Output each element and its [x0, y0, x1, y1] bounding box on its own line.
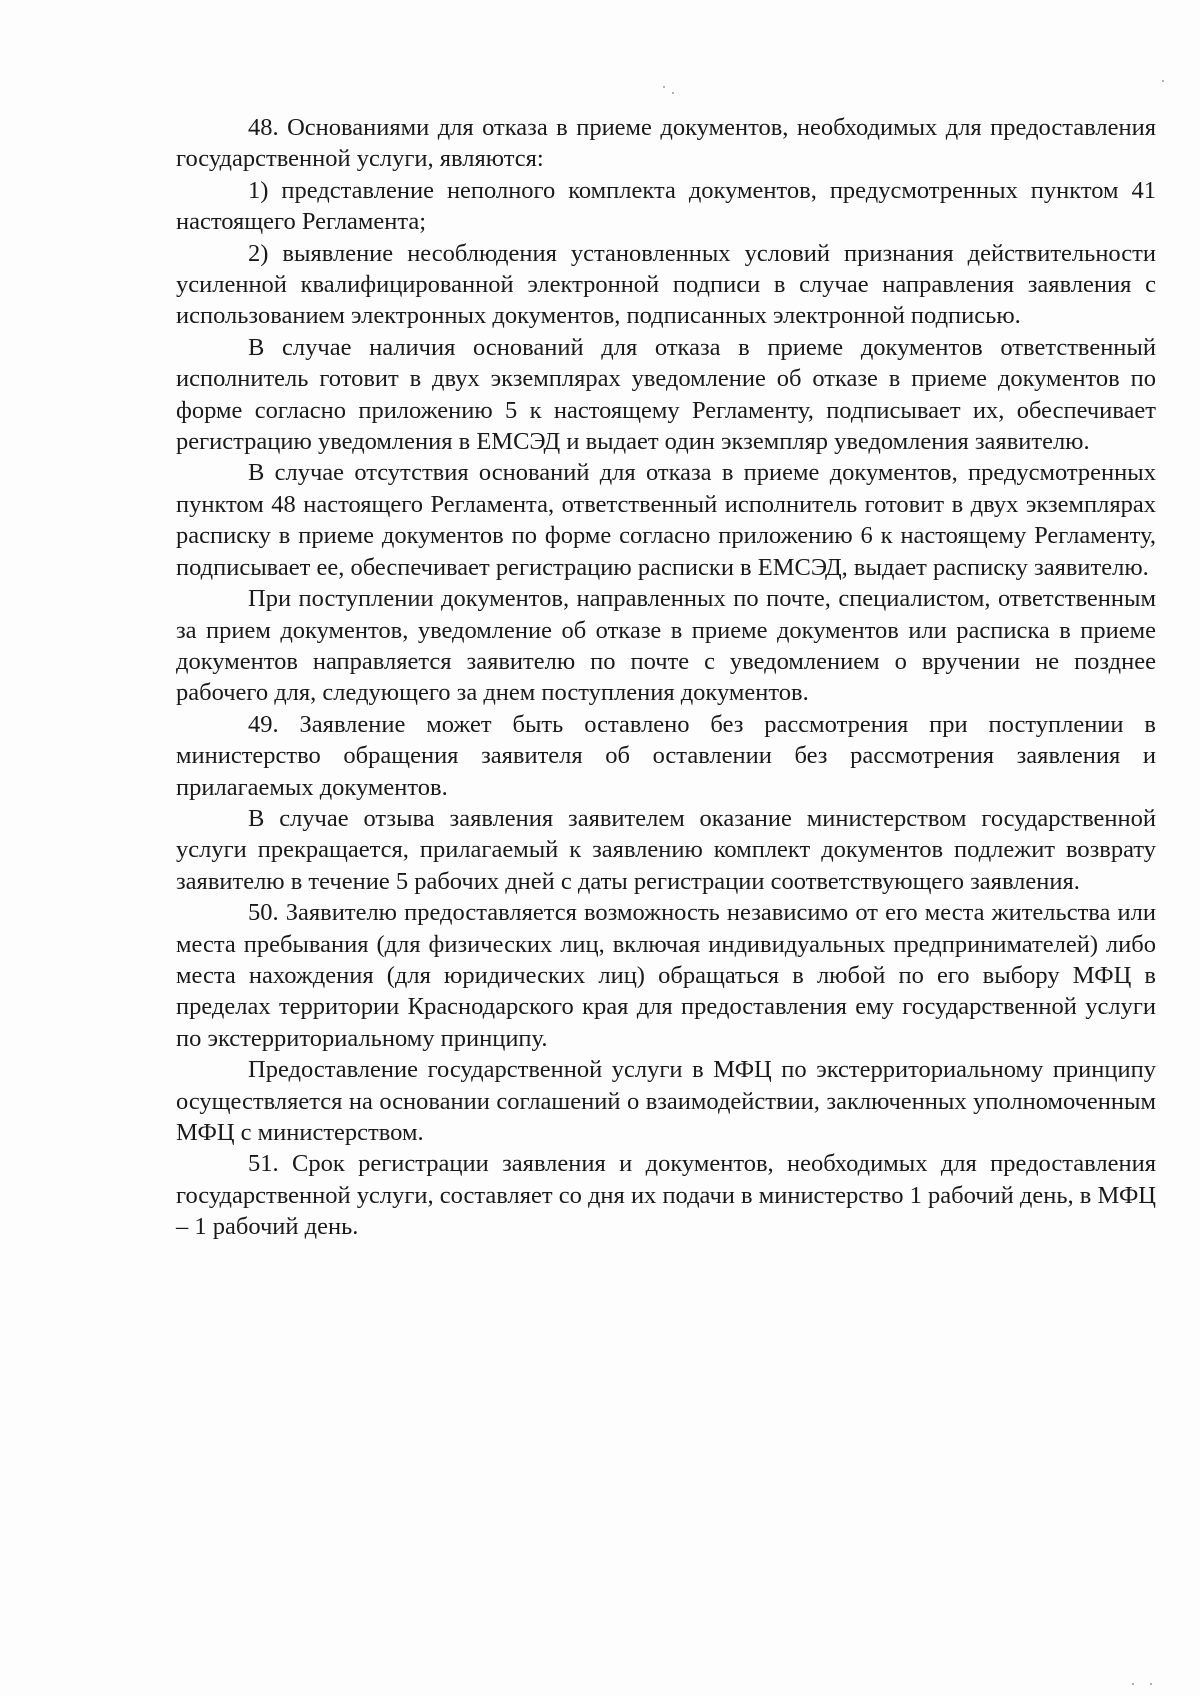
paragraph-48-item-2: 2) выявление несоблюдения установленных условий признания действительности усиленной квалифицированной электронной подписи в случае направления заявления с использованием электронных документов, подписанных электронной подписью. — [176, 239, 1156, 330]
paragraph-extraterritorial: Предоставление государственной услуги в МФЦ по экстерриториальному принципу осуществляется на основании соглашений о взаимодействии, заключенных уполномоченным МФЦ с министерством. — [176, 1056, 1156, 1146]
paragraph-postal-documents: При поступлении документов, направленных по почте, специалистом, ответственным за прием документов, уведомление об отказе в приеме документов или расписка в приеме документов направляется заявителю по почте с уведомлением о вручении не позднее рабочего для, следующего за днем поступления документов. — [176, 585, 1156, 707]
paragraph-51: 51. Срок регистрации заявления и документов, необходимых для предоставления государственной услуги, составляет со дня их подачи в министерство 1 рабочий день, в МФЦ – 1 рабочий день. — [176, 1150, 1156, 1241]
scan-speck — [1162, 80, 1164, 82]
scan-speck — [1132, 1683, 1134, 1685]
paragraph-49: 49. Заявление может быть оставлено без рассмотрения при поступлении в министерство обращения заявителя об оставлении без рассмотрения заявления и прилагаемых документов. — [176, 710, 1156, 801]
document-body — [176, 112, 1156, 1243]
paragraph-48: 48. Основаниями для отказа в приеме документов, необходимых для предоставления государственной услуги, являются: — [176, 114, 1156, 173]
paragraph-receipt-procedure: В случае отсутствия оснований для отказа в приеме документов, предусмотренных пунктом 48 настоящего Регламента, ответственный исполнитель готовит в двух экземплярах расписку в приеме документов по форме согласно приложению 6 к настоящему Регламенту, подписывает ее, обеспечивает регистрацию расписки в ЕМСЭД, выдает расписку заявителю. — [176, 459, 1156, 581]
scan-speck — [1150, 1683, 1152, 1685]
paragraph-50: 50. Заявителю предоставляется возможность независимо от его места жительства или места пребывания (для физических лиц, включая индивидуальных предпринимателей) либо места нахождения (для юридических лиц) обращаться в любой по его выбору МФЦ в пределах территории Краснодарского края для предоставления ему государственной услуги по экстерриториальному принципу. — [176, 899, 1156, 1052]
scan-speck — [672, 92, 674, 94]
paragraph-withdrawal: В случае отзыва заявления заявителем оказание министерством государственной услуги прекращается, прилагаемый к заявлению комплект документов подлежит возврату заявителю в течение 5 рабочих дней с даты регистрации соответствующего заявления. — [176, 804, 1156, 895]
scan-speck — [663, 86, 665, 88]
paragraph-refusal-procedure: В случае наличия оснований для отказа в приеме документов ответственный исполнитель готовит в двух экземплярах уведомление об отказе в приеме документов по форме согласно приложению 5 к настоящему Регламенту, подписывает их, обеспечивает регистрацию уведомления в ЕМСЭД и выдает один экземпляр уведомления заявителю. — [176, 333, 1156, 456]
paragraph-48-item-1: 1) представление неполного комплекта документов, предусмотренных пунктом 41 настоящего Регламента; — [176, 176, 1156, 236]
